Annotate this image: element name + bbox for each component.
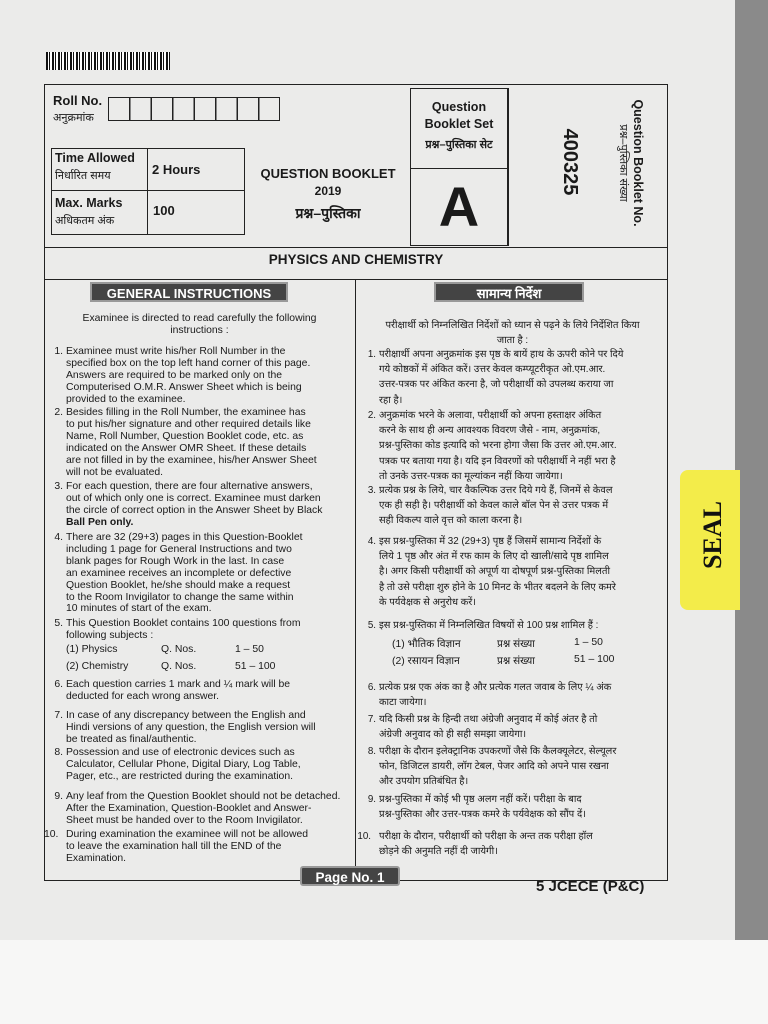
instruction-line: छोड़ने की अनुमति नहीं दी जायेगी। xyxy=(379,846,498,858)
instruction-line: प्रश्न-पुस्तिका में कोई भी पृष्ठ अलग नहीं करें। परीक्षा के बाद xyxy=(379,794,582,805)
instruction-line: 10 minutes of start of the exam. xyxy=(66,603,212,615)
instruction-number: 2. xyxy=(54,407,63,418)
column-divider xyxy=(355,279,356,881)
instruction-line: Calculator, Cellular Phone, Digital Diary, Log Table, xyxy=(66,758,301,770)
instruction-number: 1. xyxy=(367,349,376,360)
instruction-line: are not filled in by the examinee, his/her Answer Sheet xyxy=(66,454,317,466)
subject-name: (2) रसायन विज्ञान xyxy=(392,656,460,667)
instruction-line: Ball Pen only. xyxy=(66,516,134,528)
instruction-line: करने के साथ ही अन्य आवश्यक विवरण जैसे - नाम, अनुक्रमांक, xyxy=(379,425,601,437)
instruction-line: परीक्षा के दौरान, परीक्षार्थी को परीक्षा के अन्त तक परीक्षा हॉल xyxy=(379,831,593,842)
booklet-set-label-1: Question xyxy=(431,100,487,114)
instruction-line: provided to the examinee. xyxy=(66,393,186,405)
instruction-number: 1. xyxy=(54,346,63,357)
general-instructions-heading-hi: सामान्य निर्देश xyxy=(434,282,584,302)
instruction-line: the circle of correct option in the Answer Sheet by Black xyxy=(66,504,323,516)
instruction-line: यदि किसी प्रश्न के हिन्दी तथा अंग्रेजी अनुवाद में कोई अंतर है तो xyxy=(379,714,598,725)
instruction-line: This Question Booklet contains 100 questions from xyxy=(66,618,301,629)
subject-range: 51 – 100 xyxy=(574,654,615,665)
booklet-number-label-hi: प्रश्न–पुस्तिका संख्या xyxy=(617,124,629,202)
subject-qlabel: Q. Nos. xyxy=(161,644,197,655)
time-allowed-label-hi: निर्धारित समय xyxy=(55,170,111,182)
instruction-line: के पर्यवेक्षक से अनुरोध करें। xyxy=(379,596,477,608)
instruction-line: रहा है। xyxy=(379,394,403,406)
instruction-number: 7. xyxy=(54,710,63,721)
booklet-number: 400325 xyxy=(559,128,581,196)
instruction-line: काटा जायेगा। xyxy=(379,697,427,709)
instruction-number: 9. xyxy=(367,794,376,805)
subject-qlabel: प्रश्न संख्या xyxy=(497,639,535,650)
instruction-line: और उपयोग प्रतिबंधित है। xyxy=(379,776,469,788)
instruction-line: Pager, etc., are restricted during the examination. xyxy=(66,770,293,782)
instruction-line: to leave the examination hall till the END of the xyxy=(66,840,282,852)
seal-label: SEAL xyxy=(698,501,727,569)
max-marks-label: Max. Marks xyxy=(55,196,123,210)
instruction-number: 4. xyxy=(54,532,63,543)
instruction-number: 2. xyxy=(367,410,376,421)
instruction-line: प्रत्येक प्रश्न एक अंक का है और प्रत्येक गलत जवाब के लिए ¼ अंक xyxy=(379,682,612,693)
subject-range: 1 – 50 xyxy=(574,637,603,648)
instruction-line: प्रत्येक प्रश्न के लिये, चार वैकल्पिक उत्तर दिये गये हैं, जिनमें से केवल xyxy=(379,485,613,496)
booklet-set-label-2: Booklet Set xyxy=(424,117,494,131)
instruction-line: Sheet must be handed over to the Room Invigilator. xyxy=(66,814,303,826)
instruction-line: अनुक्रमांक भरने के अलावा, परीक्षार्थी को अपना हस्ताक्षर अंकित xyxy=(379,410,602,421)
instruction-line: including 1 page for General Instructions and two xyxy=(66,543,292,555)
instruction-line: Computerised O.M.R. Answer Sheet which is being xyxy=(66,381,302,393)
subject-name: (1) Physics xyxy=(66,644,118,655)
instruction-line: specified box on the top left hand corner of this page. xyxy=(66,357,311,369)
instruction-number: 10. xyxy=(357,831,371,842)
instruction-line: सही विकल्प वाले वृत्त को काला करना है। xyxy=(379,515,523,527)
exam-code: 5 JCECE (P&C) xyxy=(536,878,645,895)
instruction-line: उत्तर-पत्रक पर अंकित करना है, जो परीक्षार्थी को उपलब्ध कराया जा xyxy=(379,379,614,391)
header-divider xyxy=(44,247,668,248)
instruction-line: Hindi versions of any question, the English version will xyxy=(66,721,316,733)
time-allowed-value: 2 Hours xyxy=(152,162,201,177)
instruction-line: पत्रक पर बताया गया है। यदि इन विवरणों को परीक्षार्थी ने नहीं भरा है xyxy=(379,455,616,467)
instructions-intro-hi-2: जाता है : xyxy=(496,335,529,346)
max-marks-label-hi: अधिकतम अंक xyxy=(55,215,115,227)
instruction-number: 9. xyxy=(54,791,63,802)
instruction-line: इस प्रश्न-पुस्तिका में 32 (29+3) पृष्ठ हैं जिसमें सामान्य निर्देशों के xyxy=(379,536,602,547)
instruction-line: During examination the examinee will not be allowed xyxy=(66,829,309,840)
booklet-set-label-hi: प्रश्न–पुस्तिका सेट xyxy=(425,139,493,151)
instructions-intro-2: instructions : xyxy=(170,325,229,336)
instruction-line: Possession and use of electronic devices such as xyxy=(66,747,295,758)
subject-qlabel: Q. Nos. xyxy=(161,661,197,672)
booklet-number-label: Question Booklet No. xyxy=(631,99,645,227)
instruction-line: इस प्रश्न-पुस्तिका में निम्नलिखित विषयों से 100 प्रश्न शामिल हैं : xyxy=(379,620,599,631)
instruction-line: तो उनके उत्तर-पत्रक का मूल्यांकन नहीं किया जायेगा। xyxy=(379,470,563,482)
instruction-line: There are 32 (29+3) pages in this Question-Booklet xyxy=(66,532,303,543)
instruction-line: प्रश्न-पुस्तिका और उत्तर-पत्रक कमरे के पर्यवेक्षक को सौंप दें। xyxy=(379,809,586,821)
roll-no-boxes[interactable] xyxy=(108,97,280,121)
instruction-line: Question Booklet, he/she should make a request xyxy=(66,579,291,591)
instruction-line: Answers are required to be marked only on the xyxy=(66,369,283,381)
booklet-title: QUESTION BOOKLET xyxy=(260,166,396,181)
instruction-number: 5. xyxy=(367,620,376,631)
roll-no-label-hi: अनुक्रमांक xyxy=(53,112,94,124)
instruction-number: 3. xyxy=(367,485,376,496)
instruction-line: फोन, डिजिटल डायरी, लॉग टेबल, पेजर आदि को अपने पास रखना xyxy=(379,761,609,773)
instruction-line: will not be evaluated. xyxy=(66,466,164,478)
instruction-number: 6. xyxy=(54,679,63,690)
instruction-line: है तो उसे परीक्षा शुरु होने के 10 मिनट के भीतर बदलने के लिए कमरे xyxy=(379,581,616,593)
instruction-line: blank pages for Rough Work in the last. In case xyxy=(66,555,285,567)
instruction-line: Any leaf from the Question Booklet should not be detached. xyxy=(66,791,341,802)
time-marks-col-divider xyxy=(147,148,148,235)
instruction-line: एक ही सही है। परीक्षार्थी को केवल काले बॉल पेन से उत्तर पत्रक में xyxy=(379,500,609,512)
instruction-line: For each question, there are four alternative answers, xyxy=(66,481,313,492)
instruction-line: है। अगर किसी परीक्षार्थी को अपूर्ण या दोषपूर्ण प्रश्न-पुस्तिका मिलती xyxy=(379,566,611,578)
instruction-line: deducted for each wrong answer. xyxy=(66,690,220,702)
instruction-line: out of which only one is correct. Examinee must darken xyxy=(66,492,321,504)
booklet-year: 2019 xyxy=(314,184,342,198)
instruction-line: अंग्रेजी अनुवाद को ही सही समझा जायेगा। xyxy=(379,729,527,741)
time-allowed-label: Time Allowed xyxy=(55,151,135,165)
instruction-line: an examinee receives an incomplete or defective xyxy=(66,567,292,579)
max-marks-value: 100 xyxy=(153,203,175,218)
subject-title: PHYSICS AND CHEMISTRY xyxy=(268,252,444,267)
instructions-intro-1: Examinee is directed to read carefully the following xyxy=(82,313,317,324)
instruction-line: In case of any discrepancy between the English and xyxy=(66,710,306,721)
subject-name: (2) Chemistry xyxy=(66,661,129,672)
instruction-line: Each question carries 1 mark and ¼ mark will be xyxy=(66,679,291,690)
instruction-line: परीक्षार्थी अपना अनुक्रमांक इस पृष्ठ के बायें हाथ के ऊपरी कोने पर दिये xyxy=(379,349,624,360)
instruction-number: 6. xyxy=(367,682,376,693)
time-marks-divider xyxy=(51,190,245,191)
instruction-number: 8. xyxy=(54,747,63,758)
booklet-title-hi: प्रश्न–पुस्तिका xyxy=(295,205,361,221)
instruction-line: to the Room Invigilator to change the same within xyxy=(66,591,294,603)
subject-divider xyxy=(44,279,668,280)
instruction-line: to put his/her signature and other required details like xyxy=(66,418,311,430)
instruction-line: following subjects : xyxy=(66,629,154,641)
instruction-number: 4. xyxy=(367,536,376,547)
subject-name: (1) भौतिक विज्ञान xyxy=(392,639,461,650)
instruction-line: गये कोष्ठकों में अंकित करें। उत्तर केवल कम्प्यूटरीकृत ओ.एम.आर. xyxy=(379,364,606,376)
instruction-line: Besides filling in the Roll Number, the examinee has xyxy=(66,407,306,418)
instruction-line: प्रश्न-पुस्तिका कोड इत्यादि को भरना होगा जैसा कि उत्तर ओ.एम.आर. xyxy=(379,440,617,452)
scan-background-bottom xyxy=(0,940,768,1024)
booklet-set-divider xyxy=(410,168,508,169)
subject-range: 1 – 50 xyxy=(235,644,264,655)
instruction-number: 10. xyxy=(44,829,59,840)
booklet-set-value: A xyxy=(438,175,480,238)
instruction-line: Examination. xyxy=(66,852,127,864)
instruction-number: 5. xyxy=(54,618,63,629)
general-instructions-heading: GENERAL INSTRUCTIONS xyxy=(90,282,288,302)
instructions-intro-hi-1: परीक्षार्थी को निम्नलिखित निर्देशों को ध्यान से पढ़ने के लिये निर्देशित किया xyxy=(385,320,640,331)
booklet-set-right-edge xyxy=(508,88,509,246)
roll-no-label: Roll No. xyxy=(53,93,103,108)
instruction-line: लिये 1 पृष्ठ और अंत में रफ काम के लिए दो खाली/सादे पृष्ठ शामिल xyxy=(379,551,609,563)
instruction-line: Examinee must write his/her Roll Number in the xyxy=(66,346,286,357)
subject-range: 51 – 100 xyxy=(235,661,276,672)
instruction-line: indicated on the Answer OMR Sheet. If these details xyxy=(66,442,307,454)
instruction-number: 3. xyxy=(54,481,63,492)
instruction-line: Name, Roll Number, Question Booklet code, etc. as xyxy=(66,430,304,442)
instruction-line: After the Examination, Question-Booklet and Answer- xyxy=(66,802,312,814)
instruction-number: 7. xyxy=(367,714,376,725)
instruction-line: परीक्षा के दौरान इलेक्ट्रानिक उपकरणों जैसे कि कैलक्यूलेटर, सेल्यूलर xyxy=(379,746,617,757)
page-number: Page No. 1 xyxy=(300,866,400,886)
barcode xyxy=(46,52,170,70)
subject-qlabel: प्रश्न संख्या xyxy=(497,656,535,667)
instruction-number: 8. xyxy=(367,746,376,757)
instruction-line: be treated as final/authentic. xyxy=(66,733,197,745)
